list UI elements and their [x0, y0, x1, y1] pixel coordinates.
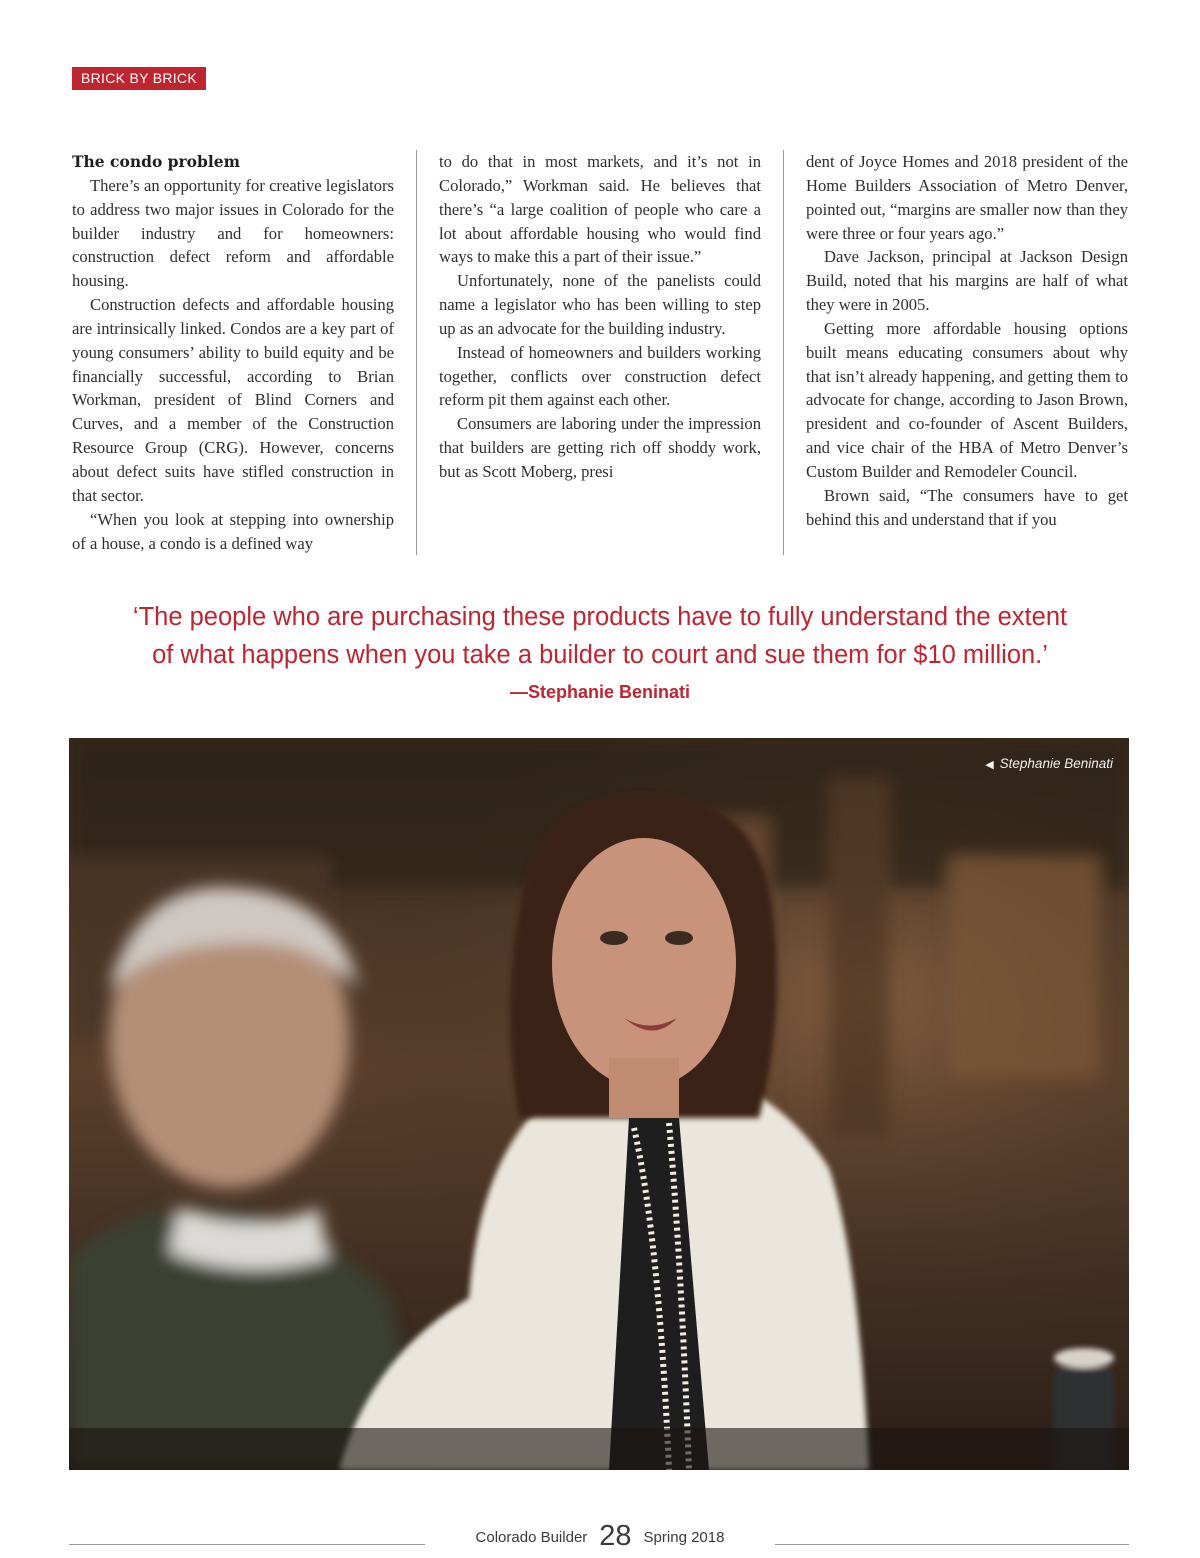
paragraph: “When you look at stepping into ownership of a house, a condo is a defined way — [72, 509, 394, 553]
paragraph: Construction defects and affordable housing are intrinsically linked. Condos are a key part of young consumers’ ability to build equity and be financially successful, according to Brian Workman, president of Blind Corners and Curves, and a member of the Construction Resource Group (CRG). However, concerns about defect suits have stifled construction in that sector. — [72, 295, 394, 505]
pull-quote — [60, 598, 1140, 674]
issue-date: Spring 2018 — [643, 1529, 725, 1546]
column-divider — [783, 150, 784, 555]
column-divider — [416, 150, 417, 555]
page-number: 28 — [599, 1520, 632, 1552]
pull-quote-line: ‘The people who are purchasing these products have to fully understand the extent — [132, 603, 1068, 631]
article-heading: The condo problem — [72, 152, 241, 171]
article-column-1 — [72, 150, 394, 555]
pull-quote-line: of what happens when you take a builder to court and sue them for $10 million.’ — [152, 641, 1048, 669]
paragraph: Unfortunately, none of the panelists could name a legislator who has been willing to step up as an advocate for the building industry. — [439, 271, 761, 338]
publication-name: Colorado Builder — [475, 1529, 588, 1546]
article-photo — [69, 738, 1129, 1470]
article-column-2 — [439, 150, 761, 555]
pull-quote-attribution: —Stephanie Beninati — [509, 682, 691, 702]
paragraph: to do that in most markets, and it’s not in Colorado,” Workman said. He believes that there’s “a large coalition of people who care a lot about affordable housing who would find ways to make this a part of their issue.” — [439, 152, 761, 267]
caption-arrow-icon: ◀ — [985, 759, 994, 771]
article-body — [72, 150, 1128, 555]
paragraph: dent of Joyce Homes and 2018 president of the Home Builders Association of Metro Denver, pointed out, “margins are smaller now than they were three or four years ago.” — [806, 152, 1128, 243]
section-tag: BRICK BY BRICK — [72, 67, 206, 90]
paragraph: Brown said, “The consumers have to get behind this and understand that if you — [806, 485, 1128, 529]
paragraph: Consumers are laboring under the impression that builders are getting rich off shoddy work, but as Scott Moberg, presi — [439, 414, 761, 481]
caption-text: Stephanie Beninati — [999, 756, 1113, 771]
photo-caption — [985, 756, 1113, 771]
article-column-3 — [806, 150, 1128, 555]
paragraph: Dave Jackson, principal at Jackson Design Build, noted that his margins are half of what they were in 2005. — [806, 247, 1128, 315]
paragraph: Getting more affordable housing options built means educating consumers about why that isn’t already happening, and getting them to advocate for change, according to Jason Brown, president and co-founder of Ascent Builders, and vice chair of the HBA of Metro Denver’s Custom Builder and Remodeler Council. — [806, 318, 1128, 481]
footer-text — [0, 1520, 1200, 1553]
paragraph: Instead of homeowners and builders working together, conflicts over construction defect reform pit them against each other. — [439, 342, 761, 410]
photo-illustration — [69, 738, 1129, 1470]
page-footer — [0, 1500, 1200, 1552]
paragraph: There’s an opportunity for creative legislators to address two major issues in Colorado for the builder industry and for homeowners: construction defect reform and affordable housing. — [72, 175, 394, 291]
